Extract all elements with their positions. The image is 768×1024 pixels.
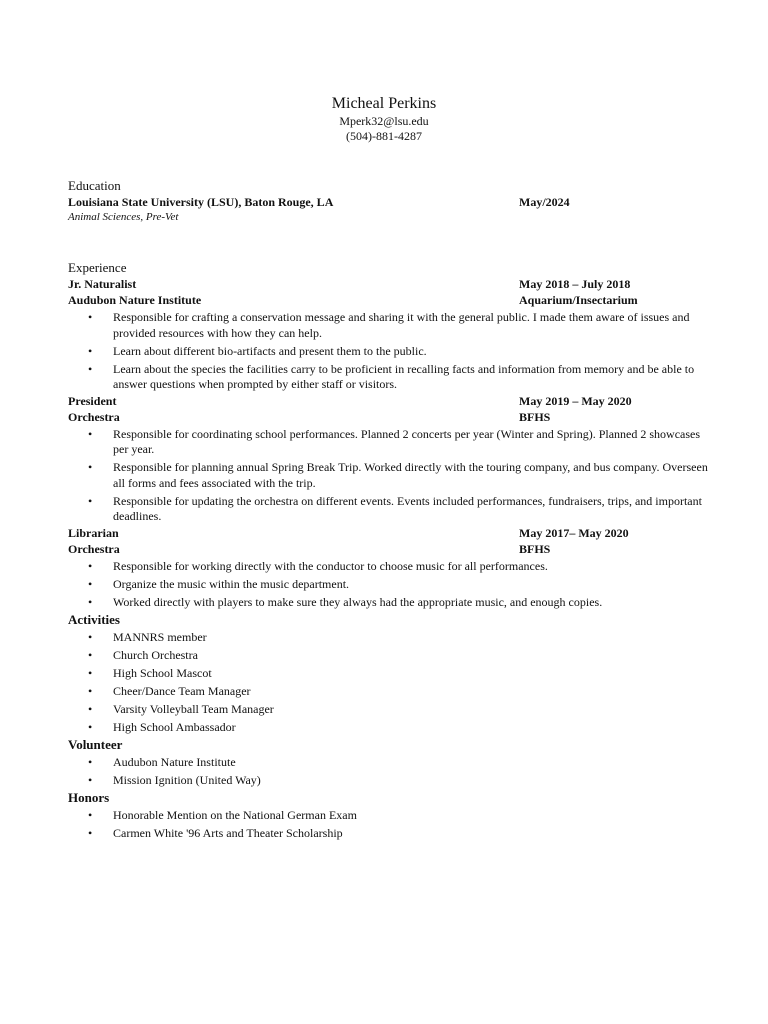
bullet-icon: • [88, 361, 93, 376]
list-item: • MANNRS member [88, 629, 207, 644]
bullet-icon: • [88, 754, 93, 769]
experience-section [68, 259, 708, 842]
job-date: May 2017– May 2020 [519, 525, 629, 540]
phone: (504)-881-4287 [346, 129, 422, 143]
job-bullets [68, 427, 708, 525]
job-org: Orchestra [68, 409, 120, 424]
education-heading: Education [68, 178, 121, 193]
education-school-row [68, 194, 708, 210]
list-item: • Responsible for planning annual Spring Break Trip. Worked directly with the touring company, and bus company. Overseen all forms and fees associated with the trip. [88, 460, 708, 490]
volunteer-heading: Volunteer [68, 736, 123, 752]
activities-heading: Activities [68, 611, 120, 627]
list-item: • Mission Ignition (United Way) [88, 772, 261, 787]
honors-list [68, 806, 708, 842]
job-role: Jr. Naturalist [68, 277, 137, 291]
list-item: • Carmen White '96 Arts and Theater Scholarship [88, 825, 343, 840]
job-org-row [68, 541, 708, 557]
job-location: BFHS [519, 409, 551, 424]
job-date: May 2019 – May 2020 [519, 393, 632, 408]
resume-header [0, 94, 768, 144]
list-item: • Learn about the species the facilities carry to be proficient in recalling facts and information from memory and be able to answer questions when prompted by either staff or visitors. [88, 361, 695, 391]
bullet-icon: • [88, 683, 93, 698]
job-bullets [68, 557, 708, 611]
job-entry [68, 393, 708, 525]
school-name: Louisiana State University (LSU), Baton Rouge, LA [68, 195, 334, 209]
bullet-icon: • [88, 772, 93, 787]
job-org-row [68, 409, 708, 425]
bullet-icon: • [88, 493, 93, 508]
bullet-icon: • [88, 460, 93, 474]
job-location: BFHS [519, 541, 551, 556]
job-entry [68, 276, 708, 393]
bullet-icon: • [88, 701, 93, 716]
list-item: • High School Mascot [88, 665, 212, 680]
job-title-row [68, 393, 708, 409]
job-bullets [68, 310, 708, 393]
bullet-icon: • [88, 719, 93, 734]
job-org: Audubon Nature Institute [68, 293, 202, 307]
job-role: Librarian [68, 525, 119, 540]
job-title-row [68, 525, 708, 541]
bullet-icon: • [88, 647, 93, 662]
bullet-icon: • [88, 629, 93, 644]
list-item: • Responsible for crafting a conservation message and sharing it with the general public. I made them aware of issues and provided resources with how they can help. [88, 310, 690, 340]
bullet-icon: • [88, 825, 93, 840]
list-item: • Learn about different bio-artifacts and present them to the public. [88, 343, 427, 358]
list-item: • Cheer/Dance Team Manager [88, 683, 251, 698]
bullet-icon: • [88, 807, 93, 822]
list-item: • High School Ambassador [88, 719, 236, 734]
list-item: • Responsible for updating the orchestra on different events. Events included performances, fundraisers, trips, and important deadlines. [88, 493, 702, 523]
candidate-name: Micheal Perkins [331, 95, 437, 112]
list-item: • Church Orchestra [88, 647, 198, 662]
job-org: Orchestra [68, 541, 120, 556]
job-org-row [68, 292, 708, 308]
job-title-row [68, 276, 708, 292]
bullet-icon: • [88, 665, 93, 680]
job-entry [68, 525, 708, 611]
experience-heading: Experience [68, 260, 127, 275]
job-role: President [68, 393, 117, 408]
bullet-icon: • [88, 594, 93, 609]
education-section [68, 177, 708, 225]
volunteer-list [68, 753, 708, 789]
bullet-icon: • [88, 343, 93, 358]
honors-heading: Honors [68, 789, 110, 805]
list-item: • Organize the music within the music department. [88, 576, 350, 591]
bullet-icon: • [88, 558, 93, 573]
email: Mperk32@lsu.edu [339, 114, 429, 128]
bullet-icon: • [88, 576, 93, 591]
job-date: May 2018 – July 2018 [519, 277, 631, 291]
list-item: • Honorable Mention on the National German Exam [88, 807, 357, 822]
list-item: • Varsity Volleyball Team Manager [88, 701, 274, 716]
job-location: Aquarium/Insectarium [519, 293, 638, 307]
list-item: • Responsible for working directly with the conductor to choose music for all performances. [88, 558, 548, 573]
list-item: • Audubon Nature Institute [88, 754, 236, 769]
bullet-icon: • [88, 310, 93, 324]
list-item: • Worked directly with players to make sure they always had the appropriate music, and enough copies. [88, 594, 603, 609]
bullet-icon: • [88, 426, 93, 441]
major: Animal Sciences, Pre-Vet [68, 211, 179, 223]
activities-list [68, 628, 708, 736]
list-item: • Responsible for coordinating school performances. Planned 2 concerts per year (Winter and Spring). Planned 2 showcases per year. [88, 426, 701, 456]
graduation-date: May/2024 [519, 195, 570, 209]
